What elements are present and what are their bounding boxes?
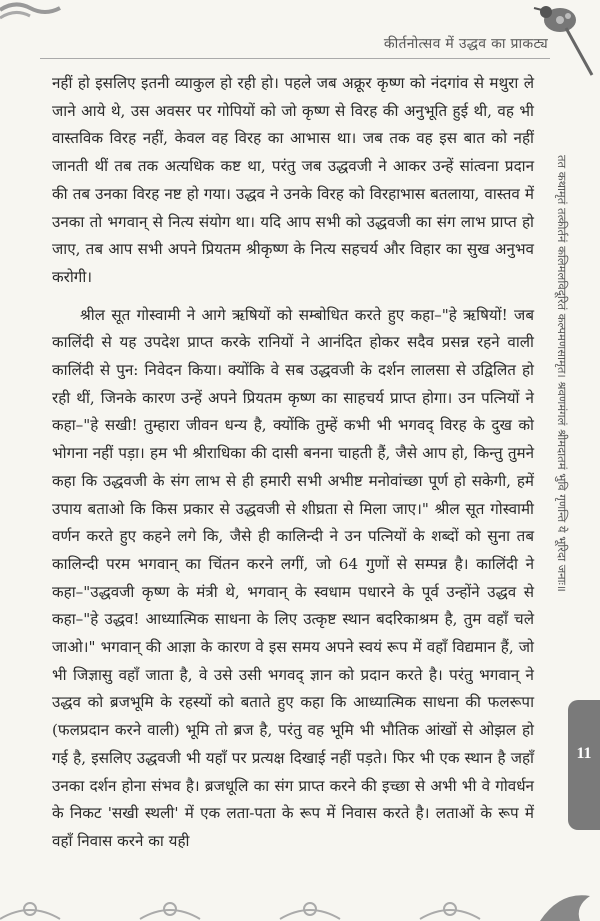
running-header: कीर्तनोत्सव में उद्धव का प्राकट्य bbox=[383, 36, 548, 52]
top-border-ornament bbox=[0, 0, 600, 30]
bottom-border-ornament bbox=[0, 881, 600, 921]
page-number: 11 bbox=[576, 745, 592, 762]
side-margin-verse: तत कथामृतं तत्कीर्तनं कलिमलविदूरितं कल्पमणसामृत। श्रवणमंगलं श्रीमदातमं भुवि गृणन्ति ये भूरिदा जनाः॥ bbox=[555, 155, 569, 592]
peacock-ornament-icon bbox=[530, 0, 600, 80]
header-rule bbox=[40, 58, 550, 59]
page-tab bbox=[568, 700, 600, 830]
paragraph-1: नहीं हो इसलिए इतनी व्याकुल हो रही हो। पहले जब अक्रूर कृष्ण को नंदगांव से मथुरा ले जाने आये थे, उस अवसर पर गोपियों को जो कृष्ण से विरह की अनुभूति हुई थी, वह भी वास्तविक विरह नहीं, केवल वह विरह का आभास था। जब तक वह इस बात को नहीं जानती थीं तब तक अत्यधिक कष्ट था, परंतु जब उद्धवजी ने आकर उन्हें सांत्वना प्रदान की तब उनका विरह नष्ट हो गया। उद्धव ने उनके विरह को विरहाभास बतलाया, वास्तव में उनका तो भगवान् से नित्य संयोग था। यदि आप सभी को उद्धवजी का संग लाभ प्राप्त हो जाए, तब आप सभी अपने प्रियतम श्रीकृष्ण के नित्य सहचर्य और विहार का सुख अनुभव करोगी। bbox=[52, 74, 534, 286]
paragraph-2: श्रील सूत गोस्वामी ने आगे ऋषियों को सम्बोधित करते हुए कहा–"हे ऋषियों! जब कालिंदी से यह उपदेश प्राप्त करके रानियों ने आनंदित होकर सदैव प्रसन्न रहने वाली कालिंदी से पुन: निवेदन किया। क्योंकि वे सब उद्धवजी के दर्शन लालसा से उद्विलित हो रही थीं, जिनके कारण उन्हें अपने प्रियतम कृष्ण का साहचर्य प्राप्त होगा। उन पत्नियों ने कहा–"हे सखी! तुम्हारा जीवन धन्य है, क्योंकि तुम्हें कभी भी भगवद् विरह के दुख को भोगना नहीं पड़ा। हम भी श्रीराधिका की दासी बनना चाहती हैं, जैसे आप हो, किन्तु तुमने कहा कि उद्धवजी के संग लाभ से ही हमारी सभी अभीष्ट मनोवांच्छा पूर्ण हो सकेगी, हमें उपाय बताओ कि किस प्रकार से उद्धवजी से शीघ्रता से मिला जाए।" श्रील सूत गोस्वामी वर्णन करते हुए कहने लगे कि, जैसे ही कालिन्दी ने उन पत्नियों के शब्दों को सुना तब कालिन्दी परम भगवान् का चिंतन करने लगीं, जो 64 गुणों से सम्पन्न है। कालिंदी ने कहा–"उद्धवजी कृष्ण के मंत्री थे, भगवान् के स्वधाम पधारने के पूर्व उन्होंने उद्धव से कहा–"हे उद्धव! आध्यात्मिक साधना के लिए उत्कृष्ट स्थान बदरिकाश्रम है, तुम वहाँ चले जाओ।" भगवान् की आज्ञा के कारण वे इस समय अपने स्वयं रूप में वहाँ विद्यमान हैं, जो भी जिज्ञासु वहाँ जाता है, वे उसे उसी भगवद् ज्ञान को प्रदान करते है। परंतु भगवान् ने उद्धव को ब्रजभूमि के रहस्यों को बताते हुए कहा कि आध्यात्मिक साधना की फलरूपा (फलप्रदान करने वाली) भूमि तो ब्रज है, परंतु वह भूमि भी भौतिक आंखों से ओझल हो गई है, इसलिए उद्धवजी भी यहाँ पर प्रत्यक्ष दिखाई नहीं पड़ते। फिर भी एक स्थान है जहाँ उनका दर्शन होना संभव है। ब्रजधूलि का संग प्राप्त करने की इच्छा से अभी भी वे गोवर्धन के निकट 'सखी स्थली' में एक लता-पता के रूप में निवास करते है। लताओं के रूप में वहाँ निवास करने का यही bbox=[52, 305, 534, 850]
page-body bbox=[52, 70, 534, 856]
